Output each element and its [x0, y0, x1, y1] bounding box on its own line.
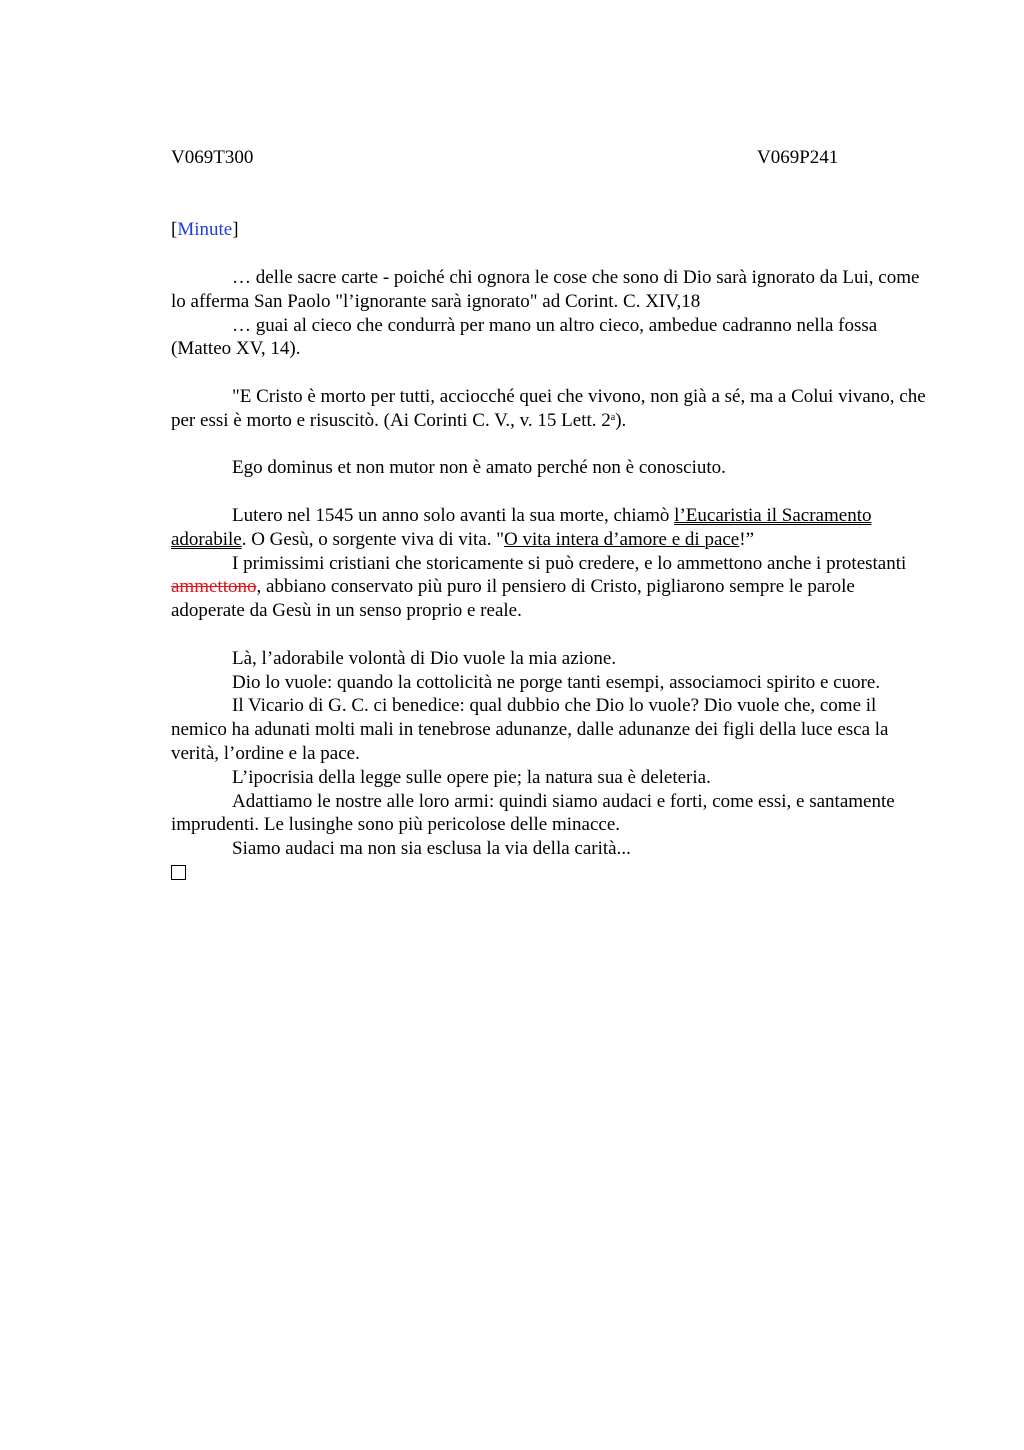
paragraph-spacer	[171, 623, 933, 647]
end-of-document-box-icon	[171, 865, 186, 880]
paragraph-spacer	[171, 433, 933, 457]
paragraph-6	[171, 552, 933, 623]
document-code-right: V069P241	[757, 147, 839, 168]
paragraph-10: L’ipocrisia della legge sulle opere pie; la natura sua è deleteria.	[232, 766, 711, 788]
paragraph-3	[171, 385, 933, 433]
paragraph-9: Il Vicario di G. C. ci benedice: qual dubbio che Dio lo vuole? Dio vuole che, come il nemico ha adunati molti mali in tenebrose adunanze, dalle adunanze dei figli della luce esca la verità, l’ordine e la pace.	[171, 695, 889, 764]
document-header	[171, 146, 933, 170]
document-body	[171, 266, 933, 880]
paragraph-5-text-a: Lutero nel 1545 un anno solo avanti la sua morte, chiamò	[232, 504, 675, 526]
paragraph-spacer	[171, 480, 933, 504]
paragraph-8: Dio lo vuole: quando la cottolicità ne porge tanti esempi, associamoci spirito e cuore.	[232, 671, 881, 693]
bracket-close: ]	[232, 219, 239, 240]
paragraph-4: Ego dominus et non mutor non è amato perché non è conosciuto.	[232, 457, 726, 479]
paragraph-7: Là, l’adorabile volontà di Dio vuole la mia azione.	[232, 647, 617, 669]
section-label	[171, 218, 933, 242]
deleted-word: ammettono	[171, 576, 257, 598]
minute-link[interactable]: Minute	[177, 219, 233, 240]
paragraph-5-text-b: . O Gesù, o sorgente viva di vita. "	[241, 528, 504, 550]
document-page	[171, 146, 933, 880]
paragraph-5-text-c: !”	[739, 528, 755, 550]
double-underlined-phrase: l’Eucaristia il Sacramento adorabile	[171, 504, 872, 550]
bracket-open: [	[171, 219, 178, 240]
document-code-left: V069T300	[171, 147, 254, 168]
paragraph-2: … guai al cieco che condurrà per mano un altro cieco, ambedue cadranno nella fossa (Matteo XV, 14).	[171, 314, 878, 360]
paragraph-spacer	[171, 361, 933, 385]
paragraph-1: … delle sacre carte - poiché chi ognora le cose che sono di Dio sarà ignorato da Lui, come lo afferma San Paolo "l’ignorante sarà ignorato" ad Corint. C. XIV,18	[171, 267, 920, 312]
paragraph-6-text-a: I primissimi cristiani che storicamente si può credere, e lo ammettono anche i protestanti	[232, 552, 907, 574]
paragraph-3-end: ).	[615, 409, 627, 431]
ordinal-superscript: a	[610, 411, 616, 423]
paragraph-6-text-b: , abbiano conservato più puro il pensiero di Cristo, pigliarono sempre le parole adoperate da Gesù in un senso proprio e reale.	[171, 576, 855, 622]
paragraph-11: Adattiamo le nostre alle loro armi: quindi siamo audaci e forti, come essi, e santamente imprudenti. Le lusinghe sono più pericolose delle minacce.	[171, 790, 895, 836]
paragraph-5	[171, 504, 933, 552]
underlined-phrase: O vita intera d’amore e di pace	[503, 528, 740, 550]
paragraph-12: Siamo audaci ma non sia esclusa la via della carità...	[232, 838, 631, 860]
paragraph-3-text: "E Cristo è morto per tutti, acciocché quei che vivono, non già a sé, ma a Colui vivano, che per essi è morto e risuscitò. (Ai Corinti C. V., v. 15 Lett. 2	[171, 385, 926, 431]
